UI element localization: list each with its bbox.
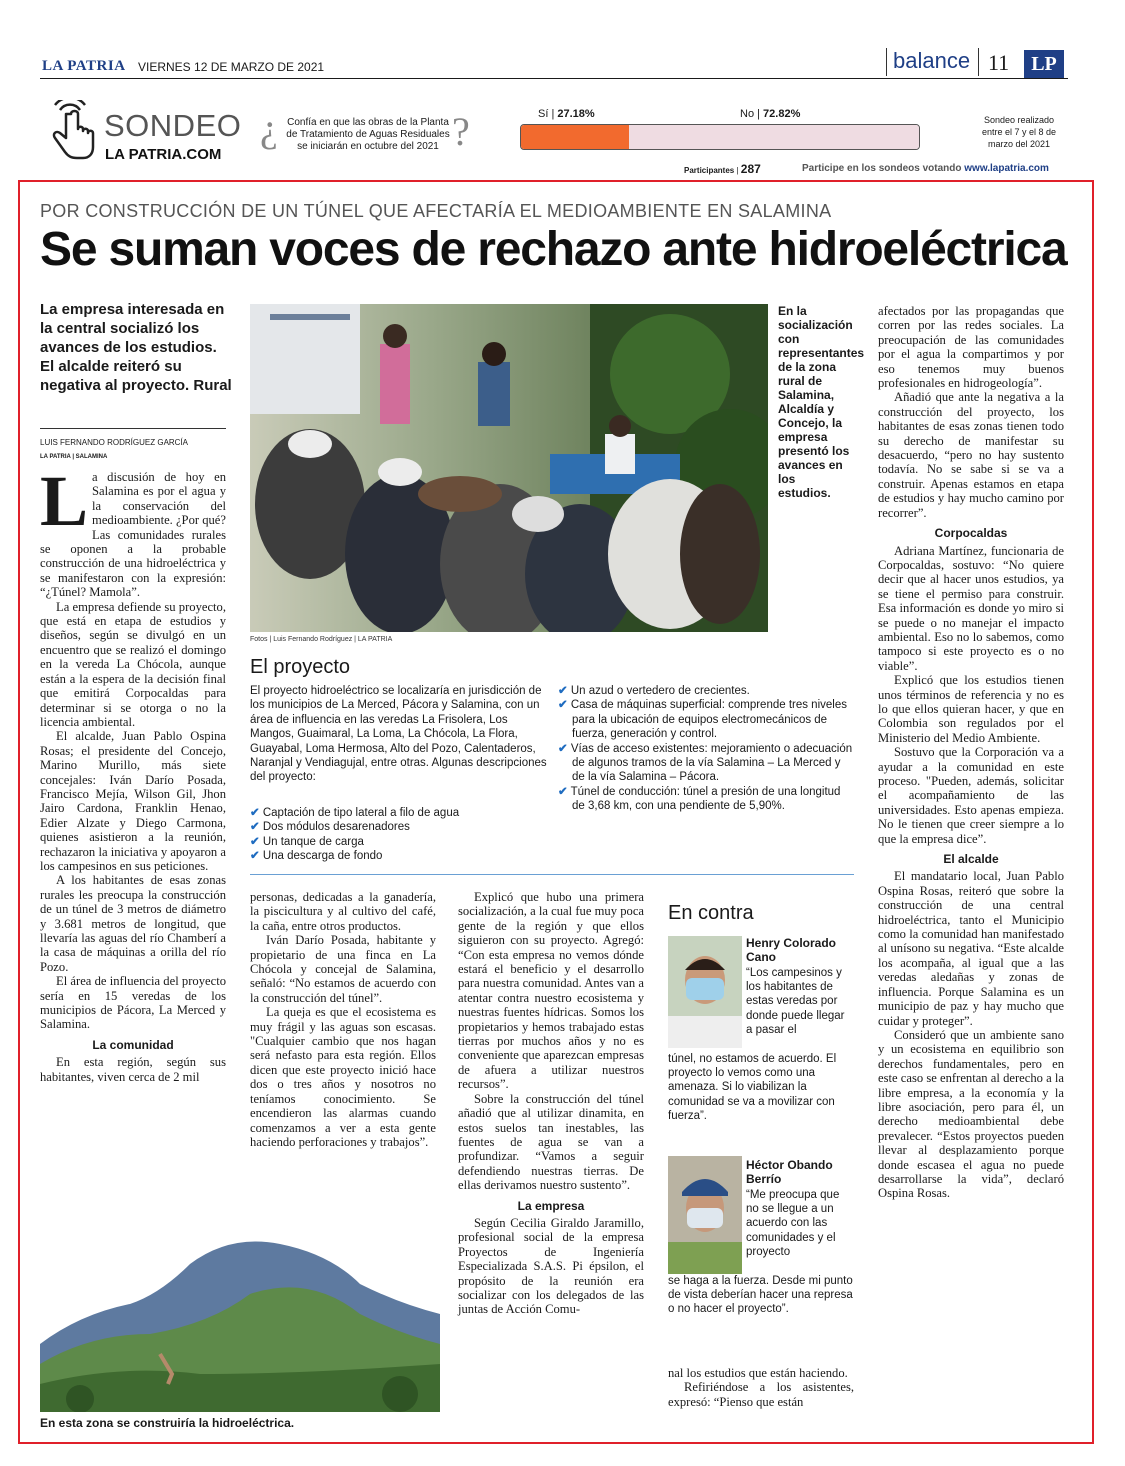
participants-label: Participantes [684, 166, 735, 175]
article-lede: La empresa interesada en la central socializó los avances de los estudios. El alcalde reiteró su negativa al proyecto. Rural [40, 301, 232, 394]
poll-cta [802, 163, 1049, 174]
check-icon: ✔ [558, 699, 568, 712]
hector-portrait [668, 1156, 742, 1274]
question-open-icon: ¿ [260, 105, 278, 150]
section-divider [886, 48, 887, 76]
col1-p5: El área de influencia del proyecto sería en 15 veredas de los municipios de Pácora, La Merced y Salamina. [40, 974, 226, 1032]
list-item: ✔ Vías de acceso existentes: mejoramiento o adecuación de algunos tramos de la vía Salamina – La Merced y de la vía Salamina – Pácora. [558, 742, 853, 784]
col2-p3: La queja es que el ecosistema es muy frágil y las aguas son escasas. "Cualquier cambio que nos hagan será nefasto para esta región. Ellos dicen que este proyecto inició hace dos o tres años y nosotros no teníamos conocimiento. Se encendieron las alarmas cuando comenzamos a ver a esta gente haciendo perforaciones y trabajos”. [250, 1005, 436, 1149]
list-item: ✔ Dos módulos desarenadores [250, 821, 410, 834]
poll-question: Confía en que las obras de la Planta de Tratamiento de Aguas Residuales se iniciarán en octubre del 2021 [286, 117, 450, 152]
poll-yes-row: Sí | 27.18% [538, 108, 595, 120]
project-box-title: El proyecto [250, 656, 351, 678]
issue-date: VIERNES 12 DE MARZO DE 2021 [138, 60, 325, 74]
column-1 [40, 461, 226, 1084]
col1-p4: A los habitantes de esas zonas rurales les preocupa la construcción de un túnel de 3 metros de diámetro y 3.681 metros de longitud, que llevaría las aguas del río Chamberí a la casa de máquinas a orilla del río Pozo. [40, 873, 226, 974]
poll-no-label: No [740, 108, 755, 120]
col1-p2: La empresa defiende su proyecto, que está en etapa de estudios y diseños, según se divulgó en un encuentro que se realizó el domingo en la vereda La Chócola, aunque están a la espera de la decisión final que emitirá Corpocaldas para determinar si se otorga o no la licencia ambiental. [40, 599, 226, 729]
landscape-photo [40, 1224, 440, 1412]
check-icon: ✔ [250, 821, 260, 834]
poll-title: SONDEO [104, 108, 242, 143]
subhead-el-alcalde: El alcalde [943, 852, 999, 867]
article-kicker: POR CONSTRUCCIÓN DE UN TÚNEL QUE AFECTARÍA EL MEDIOAMBIENTE EN SALAMINA [40, 201, 832, 221]
list-item: ✔ Un tanque de carga [250, 835, 364, 848]
participants-count: 287 [740, 162, 761, 176]
check-icon: ✔ [558, 742, 568, 755]
col5-p6: El mandatario local, Juan Pablo Ospina Rosas, reiteró que sobre la construcción de una central hidroeléctrica, tanto el Municipio como la comunidad han manifestado al unísono su negativa. “Este alcalde los acompaña, al igual que a las veredas aledañas y zonas de influencia. Porque Salamina es un municipio de paz y hay mucho que cuidar y proteger”. [878, 869, 1064, 1028]
col2-p2: Iván Darío Posada, habitante y propietario de una finca en La Chócola y concejal de Salamina, señaló: “No estamos de acuerdo con la construcción del túnel”. [250, 933, 436, 1005]
henry-portrait [668, 936, 742, 1048]
poll-cta-link[interactable]: www.lapatria.com [964, 163, 1049, 174]
col5-p1: afectados por las propagandas que corren por las redes sociales. La preocupación de las comunidades por el agua la compartimos y por eso tenemos muy buenos profesionales en hidrogeología”. [878, 304, 1064, 391]
col4-p1: nal los estudios que están haciendo. [668, 1366, 848, 1380]
list-item: ✔ Casa de máquinas superficial: comprende tres niveles para la ubicación de equipos electromecánicos de fuerza, generación y control. [558, 699, 847, 741]
col1-p6: En esta región, según sus habitantes, viven cerca de 2 mil [40, 1055, 226, 1084]
page-number: 11 [988, 50, 1010, 75]
poll-yes-value: 27.18% [557, 108, 595, 120]
col5-p3: Adriana Martínez, funcionaria de Corpocaldas, sostuvo: “No quiere decir que al hacer unos estudios, ya se tiene el permiso para construir. Esa información es donde yo miro si se puede o no manejar el impacto ambiental. Eso no lo sabemos, como tampoco si este proyecto es o no viable”. [878, 543, 1064, 673]
poll-result-bar [520, 124, 920, 150]
column-4 [668, 1366, 854, 1409]
quote-2-text-top: “Me preocupa que no se llegue a un acuerdo con las comunidades y el proyecto [746, 1189, 840, 1258]
quote-1-text-bottom: túnel, no estamos de acuerdo. El proyecto lo vemos como una amenaza. Si lo viabilizan la comunidad se va a movilizar con fuerza”. [668, 1053, 837, 1122]
poll-yes-label: Sí [538, 108, 549, 120]
poll-participants: Participantes | 287 [684, 162, 761, 176]
col3-p3: Según Cecilia Giraldo Jaramillo, profesional social de la empresa Proyectos de Ingeniería Especializada S.A.S. Pi épsilon, el propósito de la reunión era socializar con los delegados de las juntas de Acción Comu- [458, 1215, 644, 1317]
newspaper-brand: LA PATRIA [42, 58, 126, 74]
list-item: ✔ Una descarga de fondo [250, 850, 383, 863]
question-close-icon: ? [452, 109, 470, 154]
col2-p1: personas, dedicadas a la ganadería, la piscicultura y al cultivo del café, la caña, entre otros productos. [250, 890, 436, 933]
column-2 [250, 890, 436, 1149]
col5-p2: Añadió que ante la negativa a la construcción del proyecto, los habitantes de esas zonas tienen todo su derecho de manifestar su desacuerdo, “pero no hay sustento todavía. No se sabe si se va a construir. Apenas estamos en etapa de estudios y hay mucho camino por recorrer”. [878, 390, 1064, 520]
project-box-intro: El proyecto hidroeléctrico se localizaría en jurisdicción de los municipios de La Merced, Pácora y Salamina, con un área de influencia en las veredas La Frisolera, Los Mangos, Guaimaral, La Loma, La Chócola, La Flora, Guayabal, Loma Hermosa, Alto del Pozo, Calentaderos, Naranjal y Vendiagujal, entre otras. Algunas descripciones del proyecto: [250, 685, 547, 784]
quote-2-name: Héctor Obando Berrío [746, 1158, 833, 1186]
poll-no-value: 72.82% [763, 108, 801, 120]
list-item: ✔ Captación de tipo lateral a filo de agua [250, 807, 460, 819]
list-item: ✔ Un azud o vertedero de crecientes. [558, 685, 750, 697]
project-box-rule [250, 874, 854, 875]
page-divider [978, 48, 979, 76]
poll-site: LA PATRIA.COM [105, 146, 222, 163]
drop-cap: L [40, 461, 89, 541]
landscape-caption: En esta zona se construiría la hidroeléctrica. [40, 1416, 295, 1430]
photo-credit: Fotos | Luis Fernando Rodríguez | LA PATRIA [250, 636, 393, 643]
column-3 [458, 890, 644, 1317]
poll-yes-fill [521, 125, 629, 149]
hand-pointer-icon [46, 100, 98, 164]
check-icon: ✔ [558, 785, 568, 798]
col3-p1: Explicó que hubo una primera socialización, a la cual fue muy poca gente de la región y que ellos siguieron con su proyecto. Agregó: “Con esta empresa no vemos dónde estará el beneficio y el desarrollo para nuestra comunidad. Antes van a atentar contra nuestro ecosistema y nuestras fuentes hídricas. Somos los propietarios y hemos trabajado estas tierras por muchos años y no es conveniente que aparezcan empresas de afuera a utilizar nuestros recursos”. [458, 890, 644, 1092]
project-list-right [558, 684, 854, 814]
quote-1-name: Henry Colorado Cano [746, 936, 837, 964]
subhead-la-comunidad: La comunidad [92, 1037, 174, 1052]
section-name: balance [893, 48, 971, 73]
poll-no-row: No | 72.82% [740, 108, 801, 120]
subhead-la-empresa: La empresa [517, 1198, 585, 1213]
photo-caption: En la socialización con representantes de la zona rural de Salamina, Alcaldía y Concejo, la empresa presentó los avances en los estudios. [778, 304, 865, 500]
check-icon: ✔ [558, 685, 568, 697]
quote-1-text-top: “Los campesinos y los habitantes de estas veredas por donde puede llegar a pasar el [746, 967, 845, 1036]
byline-rule [40, 428, 226, 429]
col5-p7: Consideró que un ambiente sano y un ecosistema en equilibrio son derechos fundamentales, pero en este caso se enfrentan al derecho a la libre empresa, a la economía y la libre asociación, pero para él, un derecho medioambiental debe prevalecer. “Estos proyectos pueden llevar al desplazamiento porque donde escasea el agua no puede desarrollarse la vida”, declaró Ospina Rosas. [878, 1027, 1064, 1201]
check-icon: ✔ [250, 807, 260, 819]
masthead-rule [40, 78, 1068, 79]
lp-logo: LP [1024, 50, 1064, 78]
dateline: LA PATRIA | SALAMINA [40, 454, 108, 460]
col1-p3: El alcalde, Juan Pablo Ospina Rosas; el presidente del Concejo, Marino Murillo, más siete concejales: Iván Darío Posada, Francisco Mejía, Wilson Gil, Jhon Jairo Cardona, Franklin Henao, Edier Alzate y Diego Carmona, quienes asistieron a la reunión, rechazaron la iniciativa y apoyaron a los campesinos en sus peticiones. [40, 729, 226, 873]
col5-p4: Explicó que los estudios tienen unos términos de referencia y no es lo que ellos quieran hacer, y que en Colombia son regulados por el Ministerio del Medio Ambiente. [878, 673, 1064, 745]
poll-cta-text: Participe en los sondeos votando [802, 163, 962, 174]
check-icon: ✔ [250, 835, 260, 848]
against-box-title: En contra [668, 902, 754, 924]
article-headline: Se suman voces de rechazo ante hidroeléctrica [40, 223, 1067, 276]
meeting-photo [250, 304, 768, 632]
project-list-left [250, 806, 550, 864]
list-item: ✔ Túnel de conducción: túnel a presión de una longitud de 3,68 km, con una pendiente de 5,90%. [558, 785, 841, 813]
quote-2-text-bottom: se haga a la fuerza. Desde mi punto de vista deberían hacer una represa o no hacer el proyecto”. [668, 1275, 853, 1316]
col3-p2: Sobre la construcción del túnel añadió que al utilizar dinamita, en estos suelos tan inestables, las fuentes de agua se van a profundizar. “Vamos a seguir defendiendo nuestras tierras. De ellas derivamos nuestro sustento”. [458, 1091, 644, 1193]
col1-p1: a discusión de hoy en Salamina es por el agua y la conservación del medioambiente. ¿Por qué? Las comunidades rurales se oponen a la probable construcción de una hidroeléctrica y se manifestaron con la expresión: “¿Túnel? Mamola”. [40, 470, 226, 600]
col4-p2: Refiriéndose a los asistentes, expresó: “Pienso que están [668, 1380, 854, 1409]
poll-no-fill [629, 125, 919, 149]
check-icon: ✔ [250, 850, 260, 863]
col5-p5: Sostuvo que la Corporación va a ayudar a la comunidad en este proceso. "Pueden, además, solicitar el acompañamiento de las universidades. Esto apenas empieza. No le tienen que creer siempre a lo que la empresa dice”. [878, 745, 1064, 846]
byline: LUIS FERNANDO RODRÍGUEZ GARCÍA [40, 438, 189, 447]
poll-note: Sondeo realizado entre el 7 y el 8 de marzo del 2021 [981, 115, 1057, 149]
subhead-corpocaldas: Corpocaldas [934, 526, 1008, 541]
column-5 [878, 304, 1064, 1201]
